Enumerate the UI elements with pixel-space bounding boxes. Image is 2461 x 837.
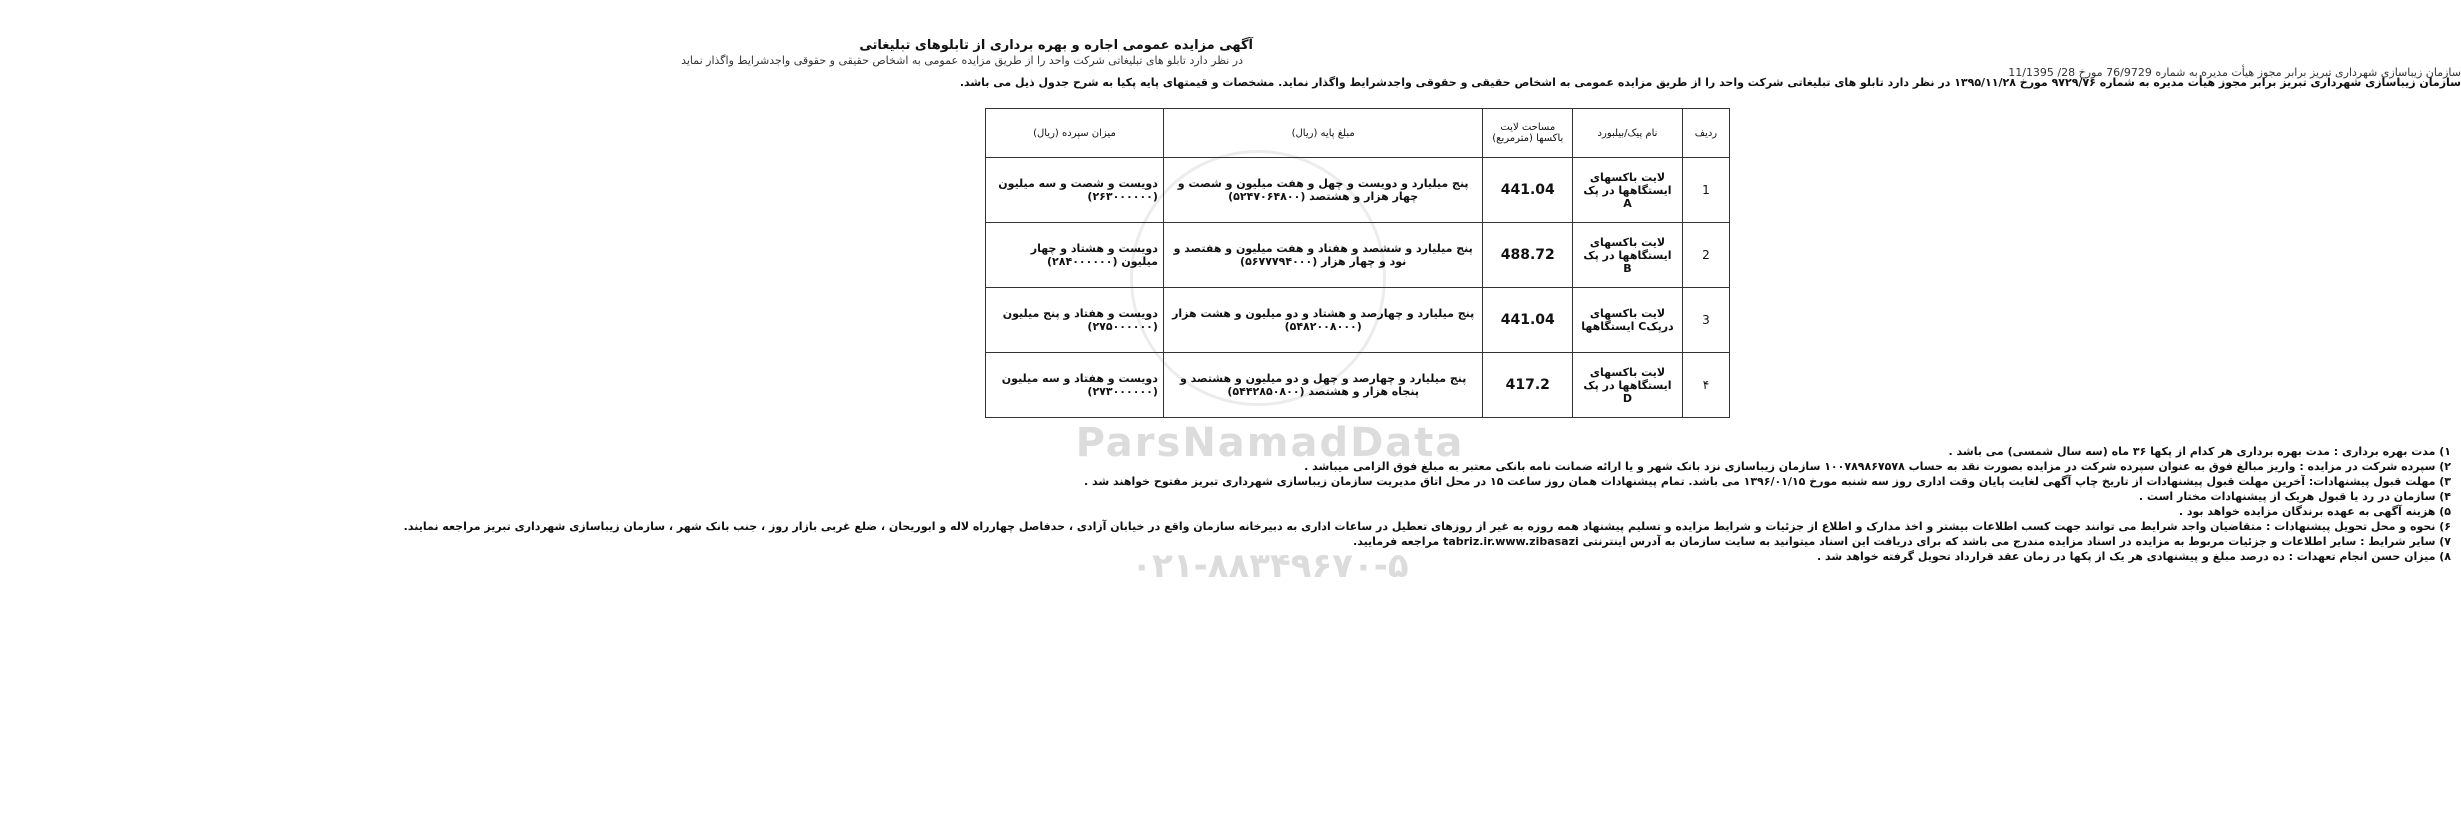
header-row-number: ردیف <box>1682 109 1729 158</box>
row-number-cell: 1 <box>1682 158 1729 223</box>
notice-title: آگهی مزایده عمومی اجاره و بهره برداری از تابلوهای تبلیغاتی <box>859 38 1253 53</box>
packages-table <box>985 108 1730 418</box>
condition-item: ۴) سازمان در رد یا قبول هریک از پیشنهادات مختار است . <box>2138 490 2451 503</box>
table-row <box>986 158 1730 223</box>
area-cell: 441.04 <box>1483 158 1573 223</box>
conditions-list <box>51 444 2451 564</box>
condition-item: ۶) نحوه و محل تحویل پیشنهادات : متقاضیان واجد شرایط می توانند جهت کسب اطلاعات بیشتر و اخذ مدارک و اطلاع از جزئیات و شرایط مزایده و تسلیم پیشنهاد همه روزه به غیر از روزهای تعطیل در ساعات اداری به دبیرخانه سازمان واقع در خیابان آزادی ، حدفاصل چهارراه لاله و ابوریحان ، ضلع غربی بازار روز ، جنب بانک شهر ، سازمان زیباسازی شهرداری تبریز مراجعه نمایند. <box>403 520 2451 533</box>
area-cell: 441.04 <box>1483 288 1573 353</box>
package-name-cell: لایت باکسهای ایستگاهها در پک D <box>1573 353 1683 418</box>
deposit-cell: دویست و شصت و سه میلیون (۲۶۳۰۰۰۰۰۰) <box>986 158 1164 223</box>
header-base-price: مبلغ پایه (ریال) <box>1163 109 1483 158</box>
watermark-phone: ۰۲۱-۸۸۳۴۹۶۷۰-۵ <box>1131 546 1409 586</box>
table-header-row <box>986 109 1730 158</box>
table-row <box>986 223 1730 288</box>
condition-item: ۲) سپرده شرکت در مزایده : واریز مبالغ فوق به عنوان سپرده شرکت در مزایده بصورت نقد به حساب ۱۰۰۷۸۹۸۶۷۵۷۸ سازمان زیباسازی نزد بانک شهر و یا ارائه ضمانت نامه بانکی معتبر به مبلغ فوق الزامی میباشد . <box>1304 460 2451 473</box>
deposit-cell: دویست و هشتاد و چهار میلیون (۲۸۴۰۰۰۰۰۰) <box>986 223 1164 288</box>
condition-item: ۵) هزینه آگهی به عهده برندگان مزایده خواهد بود . <box>2178 505 2451 518</box>
notice-intro: سازمان زیباسازی شهرداری تبریز برابر مجوز هیأت مدیره به شماره ۹۷۲۹/۷۶ مورخ ۱۳۹۵/۱۱/۲۸ در نظر دارد تابلو های تبلیغاتی شرکت واحد را از طریق مزایده عمومی به اشخاص حقیقی و حقوقی واجدشرایط واگذار نماید. مشخصات و قیمتهای پایه پکیا به شرح جدول ذیل می باشد. <box>959 76 2461 89</box>
base-price-cell: پنج میلیارد و ششصد و هفتاد و هفت میلیون و هفتصد و نود و چهار هزار (۵۶۷۷۷۹۴۰۰۰) <box>1163 223 1483 288</box>
condition-item: ۷) سایر شرایط : سایر اطلاعات و جزئیات مربوط به مزایده در اسناد مزایده مندرج می باشد که برای دریافت این اسناد میتوانید به سایت سازمان به آدرس اینترنتی tabriz.ir.www.zibasazi مراجعه فرمایید. <box>1353 535 2451 548</box>
package-name-cell: لایت باکسهای ایستگاهها در پک A <box>1573 158 1683 223</box>
condition-item: ۱) مدت بهره برداری : مدت بهره برداری هر کدام از پکها ۳۶ ماه (سه سال شمسی) می باشد . <box>1948 445 2451 458</box>
base-price-cell: پنج میلیارد و چهارصد و چهل و دو میلیون و هشتصد و پنجاه هزار و هشتصد (۵۴۴۲۸۵۰۸۰۰) <box>1163 353 1483 418</box>
deposit-cell: دویست و هفتاد و سه میلیون (۲۷۳۰۰۰۰۰۰) <box>986 353 1164 418</box>
area-cell: 488.72 <box>1483 223 1573 288</box>
table-row <box>986 353 1730 418</box>
deposit-cell: دویست و هفتاد و پنج میلیون (۲۷۵۰۰۰۰۰۰) <box>986 288 1164 353</box>
header-deposit: میزان سپرده (ریال) <box>986 109 1164 158</box>
header-area: مساحت لایت باکسها (مترمربع) <box>1483 109 1573 158</box>
notice-subnote: در نظر دارد تابلو های تبلیغاتی شرکت واحد را از طریق مزایده عمومی به اشخاص حقیقی و حقوقی واجدشرایط واگذار نماید <box>681 54 1243 67</box>
row-number-cell: ۴ <box>1682 353 1729 418</box>
condition-item: ۸) میزان حسن انجام تعهدات : ده درصد مبلغ و پیشنهادی هر یک از پکها در زمان عقد قرارداد تحویل گرفته خواهد شد . <box>1817 550 2451 563</box>
base-price-cell: پنج میلیارد و چهارصد و هشتاد و دو میلیون و هشت هزار (۵۴۸۲۰۰۸۰۰۰) <box>1163 288 1483 353</box>
condition-item: ۳) مهلت قبول پیشنهادات: آخرین مهلت قبول پیشنهادات از تاریخ چاپ آگهی لغایت پایان وقت اداری روز سه شنبه مورخ ۱۳۹۶/۰۱/۱۵ می باشد. تمام پیشنهادات همان روز ساعت ۱۵ در محل اتاق مدیریت سازمان زیباسازی شهرداری تبریز مفتوح خواهند شد . <box>1084 475 2451 488</box>
base-price-cell: پنج میلیارد و دویست و چهل و هفت میلیون و شصت و چهار هزار و هشتصد (۵۲۴۷۰۶۴۸۰۰) <box>1163 158 1483 223</box>
header-package-name: نام پیک/بیلبورد <box>1573 109 1683 158</box>
area-cell: 417.2 <box>1483 353 1573 418</box>
package-name-cell: لایت باکسهای درپکC ایستگاهها <box>1573 288 1683 353</box>
notice-subnote-2: سازمان زیباسازی شهرداری تبریز برابر مجوز هیأت مدیره به شماره 76/9729 مورخ 28/ 11/1395 <box>2008 66 2461 79</box>
watermark-name: ParsNamadData <box>1075 420 1465 466</box>
table-row <box>986 288 1730 353</box>
package-name-cell: لایت باکسهای ایستگاهها در پک B <box>1573 223 1683 288</box>
row-number-cell: 3 <box>1682 288 1729 353</box>
row-number-cell: 2 <box>1682 223 1729 288</box>
